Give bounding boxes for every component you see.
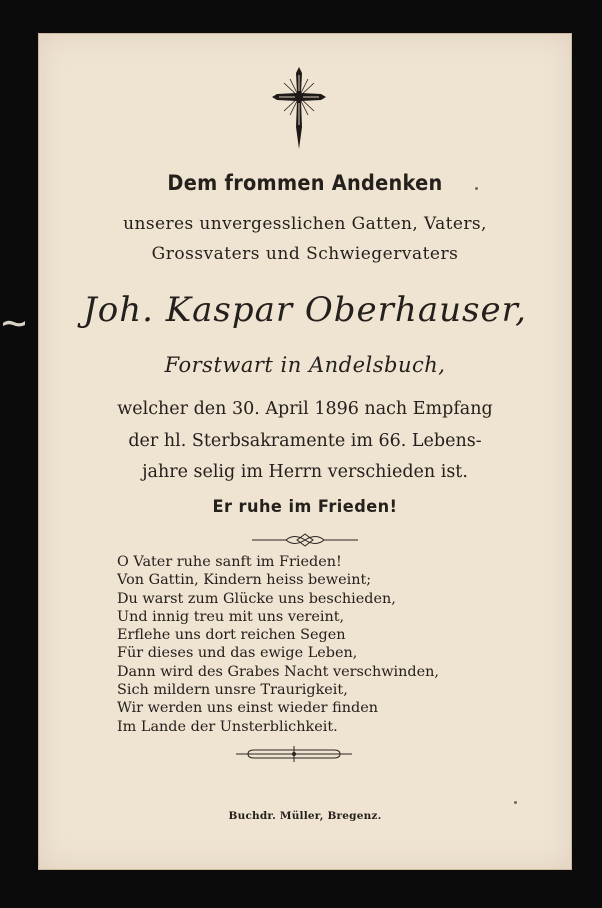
poem-line: Und innig treu mit uns vereint, — [117, 608, 345, 625]
paper-spot — [475, 187, 478, 190]
scroll-ornament-icon — [234, 744, 354, 764]
death-notice-line-1: welcher den 30. April 1896 nach Empfang — [117, 399, 493, 419]
poem-line: Du warst zum Glücke uns beschieden, — [117, 590, 396, 607]
poem-line: Erflehe uns dort reichen Segen — [117, 627, 346, 644]
printer-imprint: Buchdr. Müller, Bregenz. — [228, 810, 382, 822]
paper-spot — [514, 801, 517, 804]
dedication-line-2: Grossvaters und Schwiegervaters — [151, 244, 459, 264]
deceased-title: Forstwart in Andelsbuch, — [164, 353, 446, 377]
deceased-name: Joh. Kaspar Oberhauser, — [83, 290, 527, 330]
card-heading: Dem frommen Andenken — [167, 171, 443, 195]
poem-line: Im Lande der Unsterblichkeit. — [117, 718, 338, 735]
motto: Er ruhe im Frieden! — [212, 497, 398, 517]
scanner-mark — [2, 318, 26, 328]
poem-line: O Vater ruhe sanft im Frieden! — [117, 554, 342, 570]
poem-line: Von Gattin, Kindern heiss beweint; — [117, 572, 372, 589]
poem-line: Für dieses und das ewige Leben, — [117, 645, 358, 662]
poem-line: Wir werden uns einst wieder finden — [117, 700, 378, 717]
diamond-ornament-icon — [250, 530, 360, 550]
poem — [117, 553, 439, 736]
cross-icon — [270, 65, 328, 151]
dedication-line-1: unseres unvergesslichen Gatten, Vaters, — [123, 214, 487, 234]
poem-line: Sich mildern unsre Traurigkeit, — [117, 682, 348, 699]
death-notice-line-3: jahre selig im Herrn verschieden ist. — [142, 462, 468, 482]
poem-line: Dann wird des Grabes Nacht verschwinden, — [117, 663, 439, 680]
memorial-card — [38, 33, 572, 870]
death-notice-line-2: der hl. Sterbsakramente im 66. Lebens- — [128, 431, 482, 451]
